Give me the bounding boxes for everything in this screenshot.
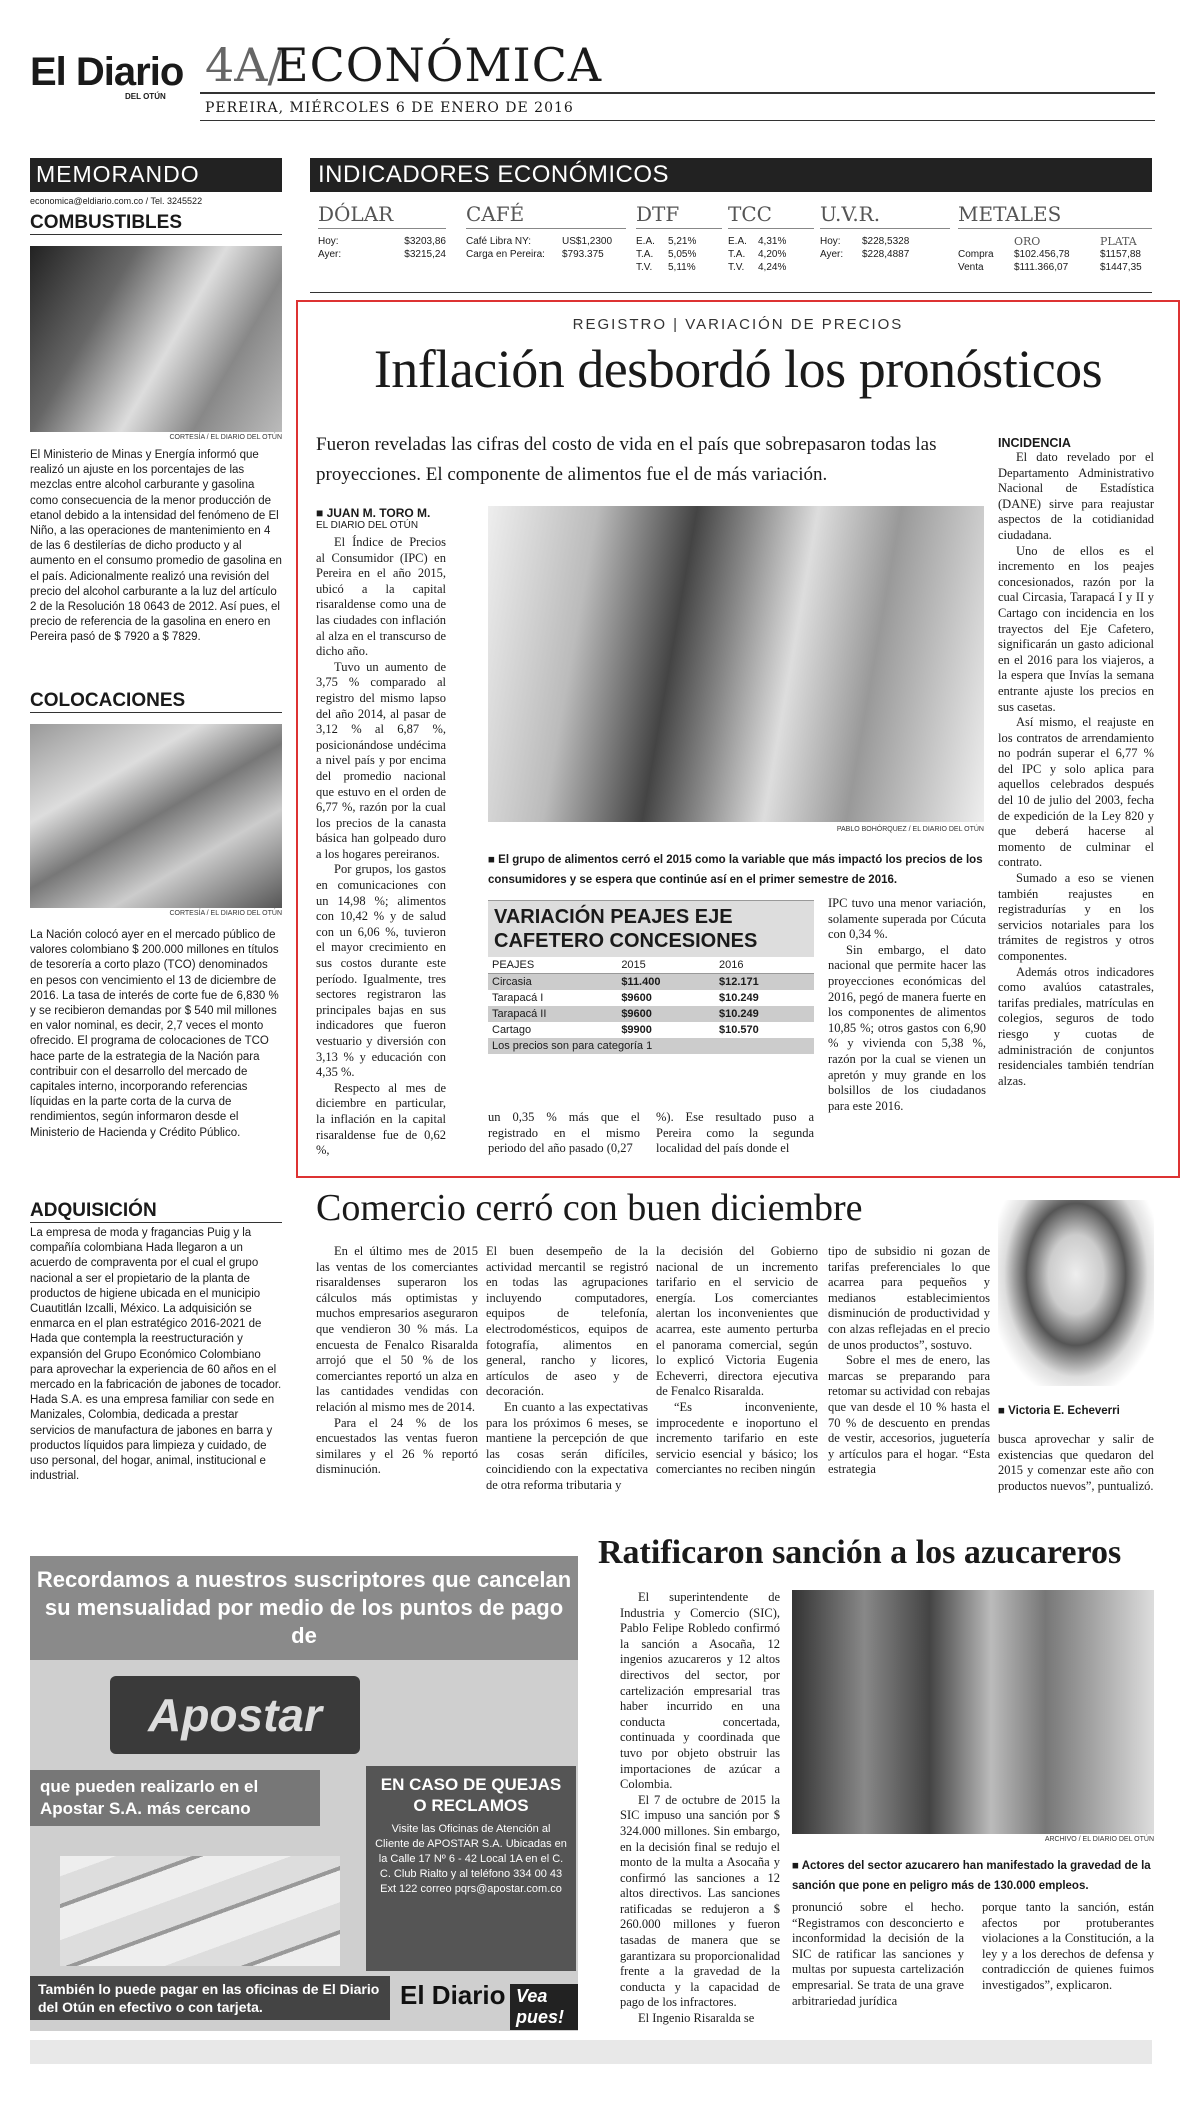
table-note: Los precios son para categoría 1 [488, 1038, 814, 1054]
indicator-value: $1447,35 [1100, 262, 1142, 273]
indicators-header: INDICADORES ECONÓMICOS [310, 158, 1152, 192]
paragraph: Además otros indicadores como avalúos catastrales, tarifas prediales, matrículas en colegios, seguros de todo riesgo y cuotas de administración de conjuntos residenciales también tendrían alzas. [998, 964, 1154, 1088]
caption-marker: ■ [792, 1860, 802, 1872]
indicator-value: $3203,86 [404, 236, 446, 247]
indicator-label: DÓLAR [318, 202, 446, 229]
comercio-headline: Comercio cerró con buen diciembre [316, 1187, 863, 1229]
indicator-key: Café Libra NY: [466, 236, 532, 247]
byline-name: JUAN M. TORO M. [326, 506, 431, 520]
money-photo [30, 724, 282, 908]
table-row [488, 1022, 814, 1038]
paragraph: El dato revelado por el Departamento Administrativo Nacional de Estadística (DANE) sirve para reajustar aspectos de la cotidianidad ciudadana. [998, 450, 1154, 542]
indicator-value: $228,4887 [862, 249, 910, 260]
table-cell: Tarapacá I [492, 992, 544, 1004]
caption-text: El grupo de alimentos cerró el 2015 como la variable que más impactó los precios de los consumidores y se espera que continúe así en el primer semestre de 2016. [488, 854, 983, 886]
paragraph: El Índice de Precios al Consumidor (IPC) en Pereira en el año 2015, ubicó a la capital risaraldense como una de las ciudades con inflación al alza en el transcurso de dicho año. [316, 535, 446, 659]
colocaciones-title: COLOCACIONES [30, 690, 282, 713]
table-cell: $9600 [617, 1006, 715, 1022]
indicator-value: 4,24% [758, 262, 787, 273]
colocaciones-text: La Nación colocó ayer en el mercado público de valores colombiano $ 200.000 millones en títulos de tesorería a corto plazo (TCO) denominados en pesos con vencimiento el 13 de diciembre de 2016. La tasa de interés de corte fue de 6,830 % y se recibieron demandas por $ 540 mil millones en valor nominal, es decir, 2,7 veces el monto ofrecido. El programa de colocaciones de TCO hace parte de la estrategia de la Nación para contribuir con el desarrollo del mercado de capitales interno, incorporando referencias líquidas en la parte corta de la curva de rendimientos, según informaron desde el Ministerio de Hacienda y Crédito Público. [30, 929, 279, 1139]
memorando-contact: economica@eldiario.com.co / Tel. 3245522 [30, 196, 203, 206]
photo-credit: CORTESÍA / EL DIARIO DEL OTÚN [169, 434, 282, 441]
paragraph: El buen desempeño de la actividad mercantil se registró en todas las agrupaciones incluyendo computadores, equipos de telefonía, electrodomésticos, equipos de fotografía, alimentos en general, rancho y licores, artículos de aseo y de decoración. [486, 1244, 648, 1399]
indicator-key: T.A. [728, 249, 746, 260]
adquisicion-title: ADQUISICIÓN [30, 1200, 282, 1223]
paragraph: un 0,35 % más que el registrado en el mismo periodo del año pasado (0,27 [488, 1110, 640, 1156]
photo-caption [792, 1854, 1154, 1894]
paragraph: Sin embargo, el dato nacional que permite hacer las proyecciones económicas del 2016, pegó de manera fuerte en los componentes de alimentos 10,85 %; otros gastos con 6,90 % y vivienda con 5,38 %, razón por la cual se vienen un apretón y muy grande en los bolsillos de los ciudadanos para este 2016. [828, 942, 986, 1113]
table-cell: Tarapacá II [488, 1006, 617, 1022]
comercio-col-1 [316, 1244, 478, 1478]
indicator-value: $1157,88 [1100, 249, 1141, 260]
memorando-header: MEMORANDO [30, 158, 282, 192]
indicator-key: Compra [958, 249, 994, 260]
market-photo [488, 506, 984, 822]
paragraph: En el último mes de 2015 las ventas de los comerciantes risaraldenses superaron los cálculos más optimistas y muchos empresarios aseguraron que vendieron 30 % más. La encuesta de Fenalco Risaralda arrojó que el 50 % de los comerciantes reportó un alza en las cantidades vendidas con relación al mismo mes de 2014. [316, 1244, 478, 1414]
indicators-rule [310, 292, 1152, 293]
dateline: PEREIRA, MIÉRCOLES 6 DE ENERO DE 2016 [205, 100, 574, 116]
adquisicion-text: La empresa de moda y fragancias Puig y la compañía colombiana Hada llegaron a un acuerdo de compraventa por el cual el grupo nacional a ser el propietario de la planta de productos de higiene ubicada en el municipio Cuautitlán Izcalli, México. La adquisición se enmarca en el plan estratégico 2016-2021 de Hada que contempla la reestructuración y expansión del Grupo Económico Colombiano para aprovechar la experiencia de 60 años en el mercado en la fabricación de jabones de tocador. Hada S.A. es una empresa familiar con sede en Manizales, Colombia, dedicada a prestar servicios de manufactura de jabones en barra y productos líquidos para limpieza y cuidado, de uso personal, del hogar, animal, institucional e industrial. [30, 1227, 282, 1483]
indicator-key: T.A. [636, 249, 654, 260]
table-cell: $10.249 [715, 1006, 814, 1022]
ad-footer: También lo puede pagar en las oficinas de El Diario del Otún en efectivo o con tarjeta. [30, 1976, 390, 2020]
paragraph: Respecto al mes de diciembre en particular, la inflación en la capital risaraldense fue de 0,62 %, [316, 1080, 446, 1158]
el-diario-logo: El Diario [400, 1980, 506, 2010]
indicator-label: METALES [958, 202, 1152, 229]
caption-text: Actores del sector azucarero han manifestado la gravedad de la sanción que pone en peligro más de 130.000 empleos. [792, 1860, 1151, 1892]
indicator-metales [958, 202, 1152, 274]
paragraph: busca aprovechar y salir de existencias que quedaron del 2015 y comenzar este año con productos nuevos”, puntualizó. [998, 1432, 1154, 1493]
table-header: PEAJES [488, 957, 617, 974]
paragraph: Sumado a eso se vienen también reajustes en registradurías y en los servicios notariales para los trámites de registros y otros componentes. [998, 871, 1154, 963]
paragraph: El superintendente de Industria y Comercio (SIC), Pablo Felipe Robledo confirmó la sanción a Asocaña, 12 ingenios azucareros y 12 altos directivos del sector, por cartelización empresarial tras haber incurrido en una conducta concertada, continuada y coordinada que tuvo por objeto obstruir las importaciones de azúcar a Colombia. [620, 1590, 780, 1792]
indicator-cafe [466, 202, 626, 261]
paragraph: El 7 de octubre de 2015 la SIC impuso una sanción por $ 324.000 millones. Sin embargo, en la decisión final se redujo el monto de la multa a Asocaña y confirmó las sanciones a 12 altos directivos. Las sanciones ratificadas se redujeron a $ 260.000 millones y fueron tasadas de manera que se garantizara su proporcionalidad frente a la gravedad de la conducta y la capacidad de pago de los infractores. [620, 1792, 780, 2010]
ad-box-title: EN CASO DE QUEJAS O RECLAMOS [380, 1775, 562, 1815]
indicator-key: Carga en Pereira: [466, 249, 545, 260]
fuel-pump-photo [30, 246, 282, 432]
ad-subtext: que pueden realizarlo en el Apostar S.A. más cercano [30, 1770, 320, 1826]
indicator-key: E.A. [728, 236, 747, 247]
table-header: 2016 [715, 957, 814, 974]
table-cell: $12.171 [715, 974, 814, 991]
indicator-key: Ayer: [318, 249, 342, 260]
paragraph: En cuanto a las expectativas para los próximos 6 meses, se mantiene la percepción de que las cosas serán difíciles, coincidiendo con la expectativa de otra reforma tributaria y [486, 1399, 648, 1492]
article-col-4 [828, 896, 986, 1114]
paragraph: Sobre el mes de enero, las marcas se preparando para retomar su actividad con rebajas que van desde el 10 % hasta el 70 % de descuento en prendas de vestir, accesorios, juguetería y artículos para el hogar. “Esta estrategia [828, 1353, 990, 1477]
azucareros-headline: Ratificaron sanción a los azucareros [598, 1534, 1122, 1571]
paragraph: Para el 24 % de los encuestados las ventas fueron similares y el 26 % reportó disminución. [316, 1415, 478, 1477]
masthead-rule [200, 92, 1155, 94]
table-header: 2015 [617, 957, 715, 974]
table-cell: Circasia [488, 974, 617, 991]
indicator-key: T.V. [728, 262, 745, 273]
ad-headline: Recordamos a nuestros suscriptores que cancelan su mensualidad por medio de los puntos de pago de [30, 1556, 578, 1660]
table-row [488, 974, 814, 991]
paragraph: IPC tuvo una menor variación, solamente superada por Cúcuta con 0,34 %. [828, 896, 986, 942]
apostar-advertisement [30, 1556, 578, 2031]
paragraph: Por grupos, los gastos en comunicaciones con un 14,98 %; alimentos con 10,42 % y de salud con un 6,06 %, tuvieron el mayor crecimiento en sus costos durante este período. Igualmente, tres sectores registraron las principales bajas en sus indicadores que fueron vestuario y diversión con 3,13 % y educación con 4,35 %. [316, 862, 446, 1080]
article-deck: Fueron reveladas las cifras del costo de vida en el país que sobrepasaron todas las proyecciones. El componente de alimentos fue el de más variación. [316, 434, 937, 485]
apostar-logo: Apostar [110, 1676, 360, 1754]
indicator-label: CAFÉ [466, 202, 626, 229]
indicator-value: US$1,2300 [562, 236, 613, 247]
vea-pues-logo: Vea pues! [510, 1984, 578, 2030]
indicator-label: TCC [728, 202, 814, 229]
sugarcane-photo [792, 1590, 1154, 1834]
indicator-uvr [820, 202, 950, 261]
indicator-key: Ayer: [820, 249, 844, 260]
table-cell: $9900 [621, 1024, 652, 1036]
azucareros-col-1 [620, 1590, 780, 2027]
incidencia-title: INCIDENCIA [998, 436, 1071, 450]
indicator-label: U.V.R. [820, 202, 950, 229]
comercio-col-4 [828, 1244, 990, 1478]
table-cell: $11.400 [617, 974, 715, 991]
incidencia-sidebar [998, 436, 1154, 1089]
photo-caption [488, 848, 984, 888]
table-cell: $9600 [621, 992, 652, 1004]
indicator-value: 4,31% [758, 236, 787, 247]
indicator-value: 5,11% [668, 262, 696, 273]
indicator-key: T.V. [636, 262, 653, 273]
toll-table-title: VARIACIÓN PEAJES EJE CAFETERO CONCESIONES [488, 901, 814, 957]
table-cell: Cartago [492, 1024, 532, 1036]
oro-header: ORO [1014, 235, 1041, 248]
masthead-rule-2 [200, 120, 1155, 121]
paragraph: Tuvo un aumento de 3,75 % comparado al registro del mismo lapso del año 2014, al pasar de 3,12 % al 6,87 %, posicionándose undécima a nivel país y por encima del promedio nacional que estuvo en el orden de 6,77 %, razón por la cual los precios de la canasta básica han golpeado duro a los hogares pereiranos. [316, 659, 446, 861]
article-headline: Inflación desbordó los pronósticos [373, 339, 1103, 399]
indicator-value: $111.366,07 [1014, 262, 1069, 273]
table-cell: $10.570 [718, 1024, 759, 1036]
article-col-1 [316, 506, 446, 1159]
table-row [488, 990, 814, 1006]
table-row [488, 1038, 814, 1054]
paragraph: porque tanto la sanción, están afectos por protuberantes violaciones a la Constitución, a la ley y a los derechos de defensa y contradicción de quienes fuimos investigados”, explicaron. [982, 1900, 1154, 1992]
indicator-key: Venta [958, 262, 984, 273]
indicator-tcc [728, 202, 814, 274]
page-number: 4A/ [205, 38, 283, 92]
indicator-value: 5,05% [668, 249, 697, 260]
indicator-value: 5,21% [668, 236, 697, 247]
article-kicker: REGISTRO | VARIACIÓN DE PRECIOS [572, 316, 904, 333]
combustibles-text: El Ministerio de Minas y Energía informó que realizó un ajuste en los porcentajes de las mezclas entre alcohol carburante y gasolina como consecuencia de la menor producción de etanol debido a la intensidad del fenómeno de El Niño, a las operaciones de mantenimiento en 4 de las 6 destilerías de dicho producto y al aumento en el consumo promedio de gasolina en el país. Adicionalmente realizó una revisión del precio del alcohol carburante a la luz del artículo 2 de la Resolución 18 0643 de 2012. Así pues, el precio de referencia de la gasolina en enero en Pereira pasó de $ 7920 a $ 7829. [30, 449, 282, 644]
ad-complaints-box [366, 1766, 576, 1971]
indicator-value: 4,20% [758, 249, 787, 260]
plata-header: PLATA [1100, 235, 1137, 248]
comercio-col-2 [486, 1244, 648, 1494]
newspaper-logo-sub: DEL OTÚN [125, 92, 166, 101]
paragraph: %). Ese resultado puso a Pereira como la segunda localidad del país donde el [656, 1110, 814, 1156]
table-cell: $10.249 [718, 992, 759, 1004]
portrait-name: Victoria E. Echeverri [1008, 1405, 1120, 1417]
paragraph: Así mismo, el reajuste en los contratos de arrendamiento no podrán superar el 6,77 % del IPC y solo aplica para aquellos celebrados después del 10 de julio del 2003, fecha de expedición de la Ley 820 y que deberá hacerse al momento de culminar el contrato. [998, 715, 1154, 870]
indicator-key: Hoy: [318, 236, 339, 247]
paragraph: la decisión del Gobierno nacional de un incremento tarifario en el servicio de energía. Los comerciantes alertan los inconvenientes que acarrea, este aumento perturba el panorama comercial, según lo explicó Victoria Eugenia Echeverri, directora ejecutiva de Fenalco Risaralda. [656, 1244, 818, 1399]
section-name: ECONÓMICA [275, 38, 603, 92]
byline: ■ JUAN M. TORO M. [316, 506, 431, 520]
page-footer-band [30, 2040, 1152, 2064]
indicator-value: $228,5328 [862, 236, 910, 247]
indicator-label: DTF [636, 202, 722, 229]
photo-credit-2: CORTESÍA / EL DIARIO DEL OTÚN [169, 910, 282, 917]
indicator-key: E.A. [636, 236, 655, 247]
byline-sub: EL DIARIO DEL OTÚN [316, 520, 419, 531]
newspapers-illustration [60, 1856, 340, 1966]
photo-credit: ARCHIVO / EL DIARIO DEL OTÚN [1044, 1836, 1154, 1843]
toll-table-grid [488, 957, 814, 1054]
indicator-value: $3215,24 [404, 249, 446, 260]
paragraph: pronunció sobre el hecho. “Registramos con desconcierto e inconformidad la decisión de la SIC de ratificar las sanciones y multas por supuesta cartelización empresarial. Se trata de una grave arbitrariedad jurídica [792, 1900, 964, 2008]
table-row [488, 1006, 814, 1022]
portrait-caption: ■ Victoria E. Echeverri [998, 1405, 1120, 1417]
toll-table [488, 900, 814, 1098]
combustibles-title: COMBUSTIBLES [30, 212, 282, 235]
paragraph: Uno de ellos es el incremento en los peajes concesionados, razón por la cual Circasia, Tarapacá I y II y Cartago con incidencia en los trayectos del Eje Cafetero, significarán un gasto adicional en el 2016 para los viajeros, a la espera que Invías la semana entrante ajuste los precios en sus casetas. [998, 543, 1154, 714]
indicator-key: Hoy: [820, 236, 841, 247]
newspaper-logo: El Diario [30, 50, 184, 94]
indicator-value: $793.375 [562, 249, 604, 260]
photo-credit: PABLO BOHÓRQUEZ / EL DIARIO DEL OTÚN [836, 826, 984, 833]
ad-box-text: Visite las Oficinas de Atención al Cliente de APOSTAR S.A. Ubicadas en la Calle 17 Nº 6 - 42 Local 1A en el C. C. Club Rialto y al teléfono 334 00 43 Ext 122 correo pqrs@apostar.com.co [375, 1823, 567, 1895]
indicator-value: $102.456,78 [1014, 249, 1070, 260]
paragraph: tipo de subsidio ni gozan de tarifas preferenciales lo que acarrea para pequeños y medianos establecimientos disminución de productividad y con alzas reflejadas en el precio de unos productos”, sostuvo. [828, 1244, 990, 1352]
indicator-dolar [318, 202, 446, 261]
caption-marker: ■ [488, 854, 499, 866]
comercio-col-3 [656, 1244, 818, 1478]
paragraph: “Es inconveniente, improcedente e inoportuno el incremento tarifario en este servicio esencial y básico; los comerciantes no reciben ningún [656, 1399, 818, 1477]
portrait-photo [998, 1200, 1154, 1386]
paragraph: El Ingenio Risaralda se [638, 2011, 755, 2026]
indicator-dtf [636, 202, 722, 274]
